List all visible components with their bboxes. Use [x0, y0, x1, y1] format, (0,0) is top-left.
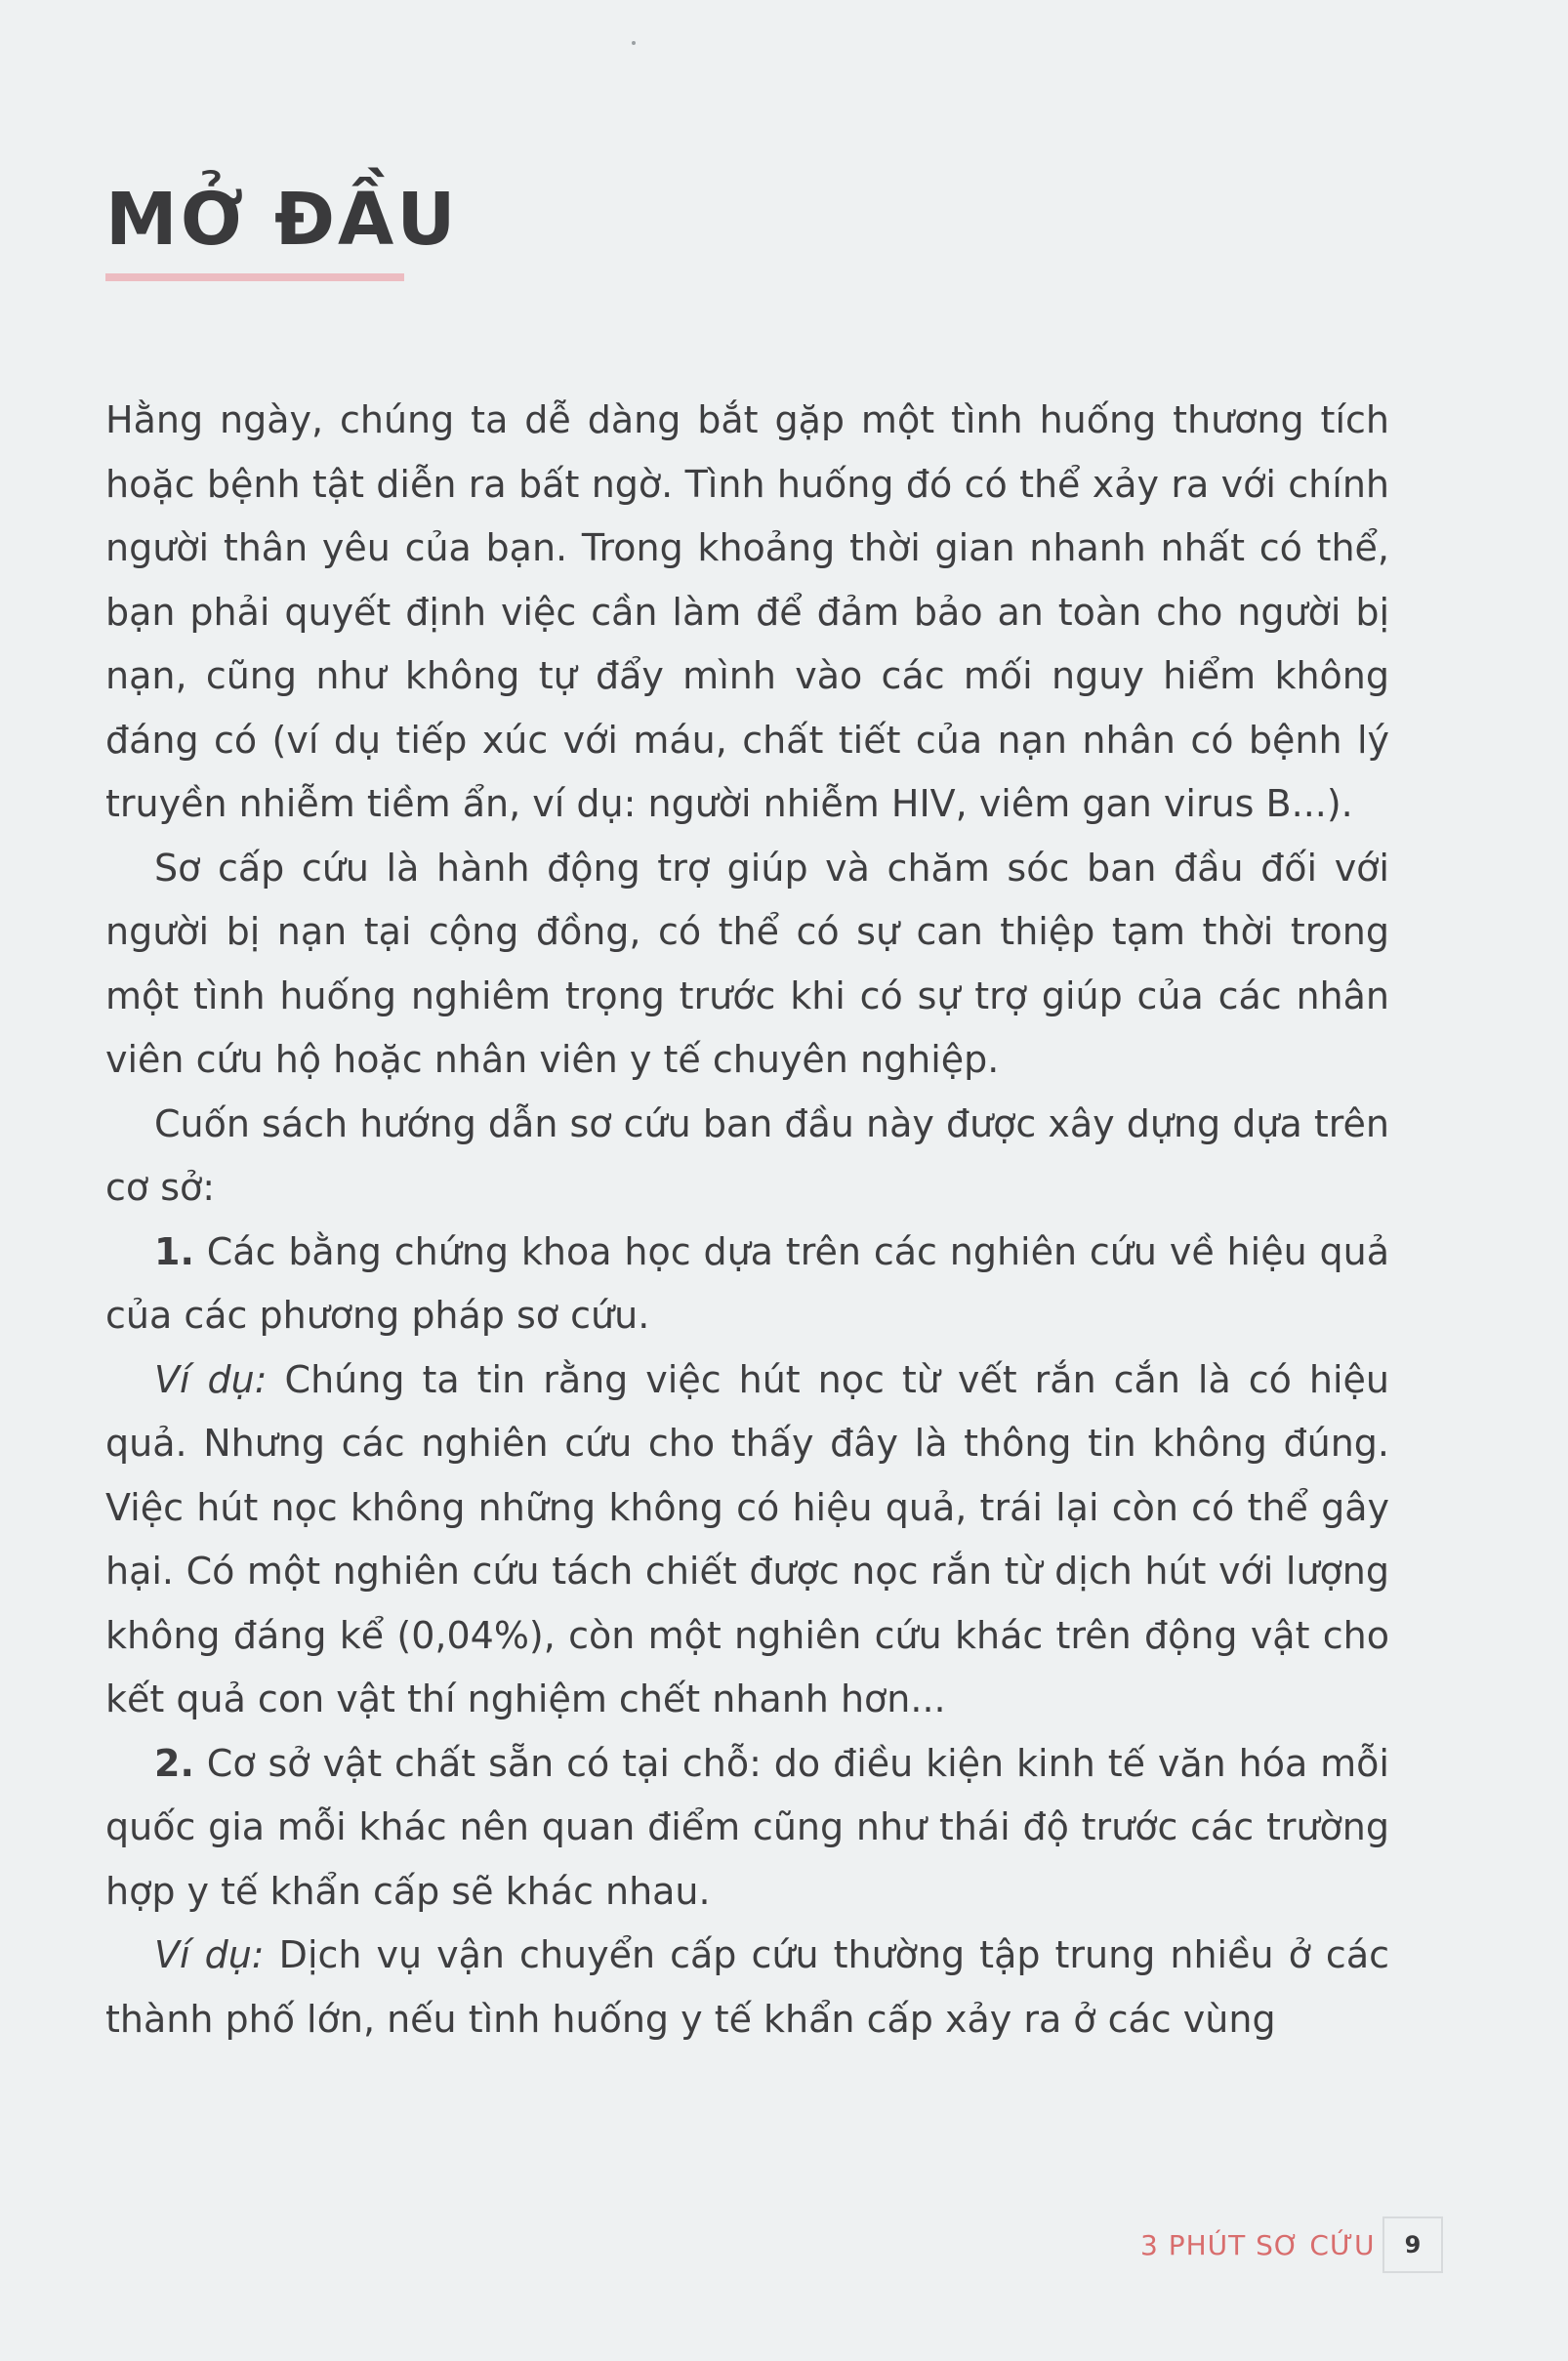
example-text: Dịch vụ vận chuyển cấp cứu thường tập trung nhiều ở các thành phố lớn, nếu tình huống y tế khẩn cấp xảy ra ở các vùng [105, 1933, 1390, 2041]
list-number: 2. [154, 1741, 194, 1785]
example-label: Ví dụ: [154, 1357, 268, 1401]
example-2 [105, 1924, 1389, 2051]
paragraph-text: Cuốn sách hướng dẫn sơ cứu ban đầu này được xây dựng dựa trên cơ sở: [105, 1101, 1389, 1209]
paragraph-text: Hằng ngày, chúng ta dễ dàng bắt gặp một tình huống thương tích hoặc bệnh tật diễn ra bất ngờ. Tình huống đó có thể xảy ra với chính người thân yêu của bạn. Trong khoảng thời gian nhanh nhất có thể, bạn phải quyết định việc cần làm để đảm bảo an toàn cho người bị nạn, cũng như không tự đẩy mình vào các mối nguy hiểm không đáng có (ví dụ tiếp xúc với máu, chất tiết của nạn nhân có bệnh lý truyền nhiễm tiềm ẩn, ví dụ: người nhiễm HIV, viêm gan virus B...). [105, 398, 1389, 825]
example-text: Chúng ta tin rằng việc hút nọc từ vết rắn cắn là có hiệu quả. Nhưng các nghiên cứu cho thấy đây là thông tin không đúng. Việc hút nọc không những không có hiệu quả, trái lại còn có thể gây hại. Có một nghiên cứu tách chiết được nọc rắn từ dịch hút với lượng không đáng kể (0,04%), còn một nghiên cứu khác trên động vật cho kết quả con vật thí nghiệm chết nhanh hơn... [105, 1357, 1390, 1720]
paragraph-text: Sơ cấp cứu là hành động trợ giúp và chăm sóc ban đầu đối với người bị nạn tại cộng đồng, có thể có sự can thiệp tạm thời trong một tình huống nghiêm trọng trước khi có sự trợ giúp của các nhân viên cứu hộ hoặc nhân viên y tế chuyên nghiệp. [105, 846, 1389, 1081]
printer-mark [632, 41, 636, 45]
list-item-2 [105, 1732, 1389, 1925]
example-label: Ví dụ: [154, 1933, 265, 1976]
chapter-title: MỞ ĐẦU [105, 178, 459, 262]
example-1 [105, 1348, 1389, 1732]
paragraph-basis-intro [105, 1093, 1389, 1221]
paragraph-definition [105, 837, 1389, 1093]
list-number: 1. [154, 1229, 194, 1273]
paragraph-intro [105, 389, 1389, 837]
list-item-text: Cơ sở vật chất sẵn có tại chỗ: do điều kiện kinh tế văn hóa mỗi quốc gia mỗi khác nên quan điểm cũng như thái độ trước các trường hợp y tế khẩn cấp sẽ khác nhau. [105, 1741, 1389, 1913]
list-item-1 [105, 1221, 1389, 1348]
page-number: 9 [1382, 2216, 1443, 2273]
body-text [105, 389, 1389, 2051]
title-underline [105, 273, 404, 281]
list-item-text: Các bằng chứng khoa học dựa trên các nghiên cứu về hiệu quả của các phương pháp sơ cứu. [105, 1229, 1389, 1337]
running-footer-title: 3 PHÚT SƠ CỨU [1140, 2229, 1376, 2261]
